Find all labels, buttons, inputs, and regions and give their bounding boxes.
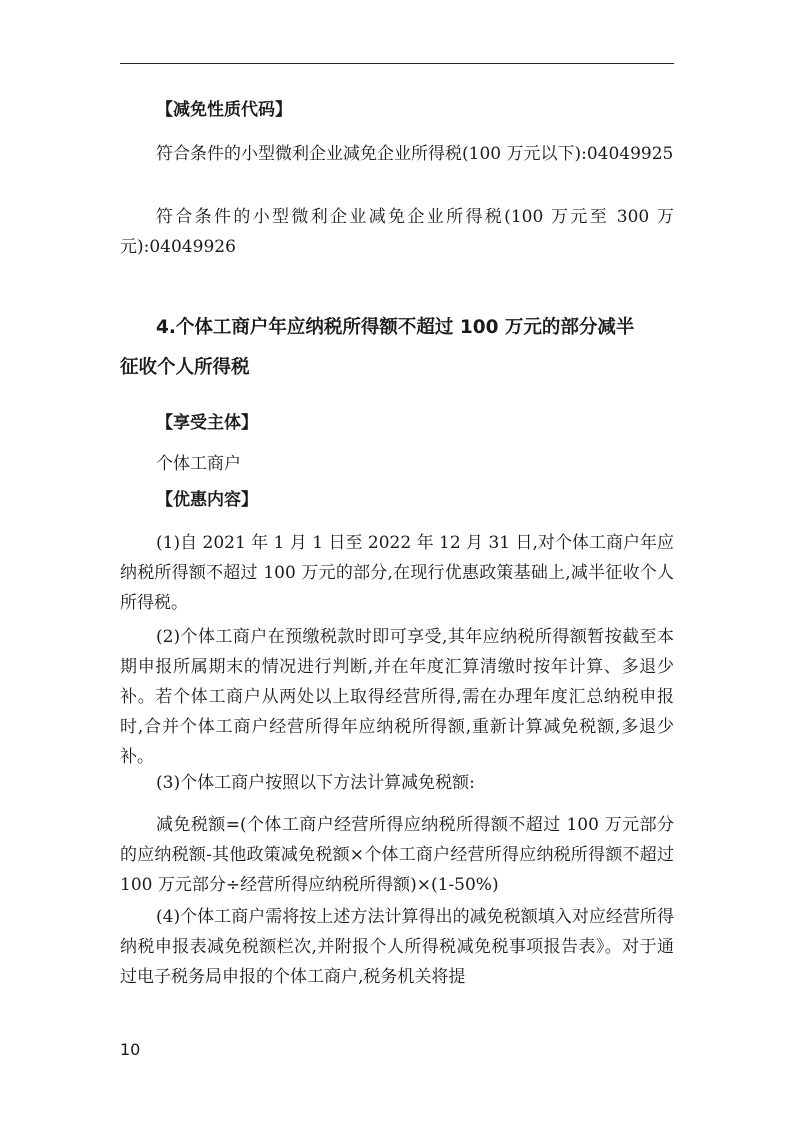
subject-text: 个体工商户 [156,454,241,474]
page-number: 10 [120,1040,141,1059]
benefit-heading: 【优惠内容】 [156,490,258,510]
section-title-line1: 4.个体工商户年应纳税所得额不超过 100 万元的部分减半 [156,317,635,338]
subject-heading: 【享受主体】 [156,413,258,433]
paragraph-benefit-4: (4)个体工商户需将按上述方法计算得出的减免税额填入对应经营所得纳税申报表减免税额栏次,并附报个人所得税减免税事项报告表》。对于通过电子税务局申报的个体工商户,税务机关将提 [120,907,674,987]
paragraph-benefit-2: (2)个体工商户在预缴税款时即可享受,其年应纳税所得额暂按截至本期申报所属期末的情况进行判断,并在年度汇算清缴时按年计算、多退少补。若个体工商户从两处以上取得经营所得,需在办理年度汇总纳税申报时,合并个体工商户经营所得年应纳税所得额,重新计算减免税额,多退少补。 [120,627,674,767]
section-heading-code: 【减免性质代码】 [156,100,292,120]
header-rule [120,63,674,64]
section-title-line2: 征收个人所得税 [120,357,250,378]
paragraph-benefit-1: (1)自 2021 年 1 月 1 日至 2022 年 12 月 31 日,对个体工商户年应纳税所得额不超过 100 万元的部分,在现行优惠政策基础上,减半征收个人所得税。 [120,533,674,613]
paragraph-code-2: 符合条件的小型微利企业减免企业所得税(100 万元至 300 万元):04049926 [120,207,674,257]
paragraph-formula: 减免税额=(个体工商户经营所得应纳税所得额不超过 100 万元部分的应纳税额-其他政策减免税额×个体工商户经营所得应纳税所得额不超过 100 万元部分÷经营所得应纳税所得额)×(1-50%) [120,815,674,895]
paragraph-benefit-3: (3)个体工商户按照以下方法计算减免税额: [156,773,475,793]
paragraph-code-1: 符合条件的小型微利企业减免企业所得税(100 万元以下):04049925 [156,144,674,164]
